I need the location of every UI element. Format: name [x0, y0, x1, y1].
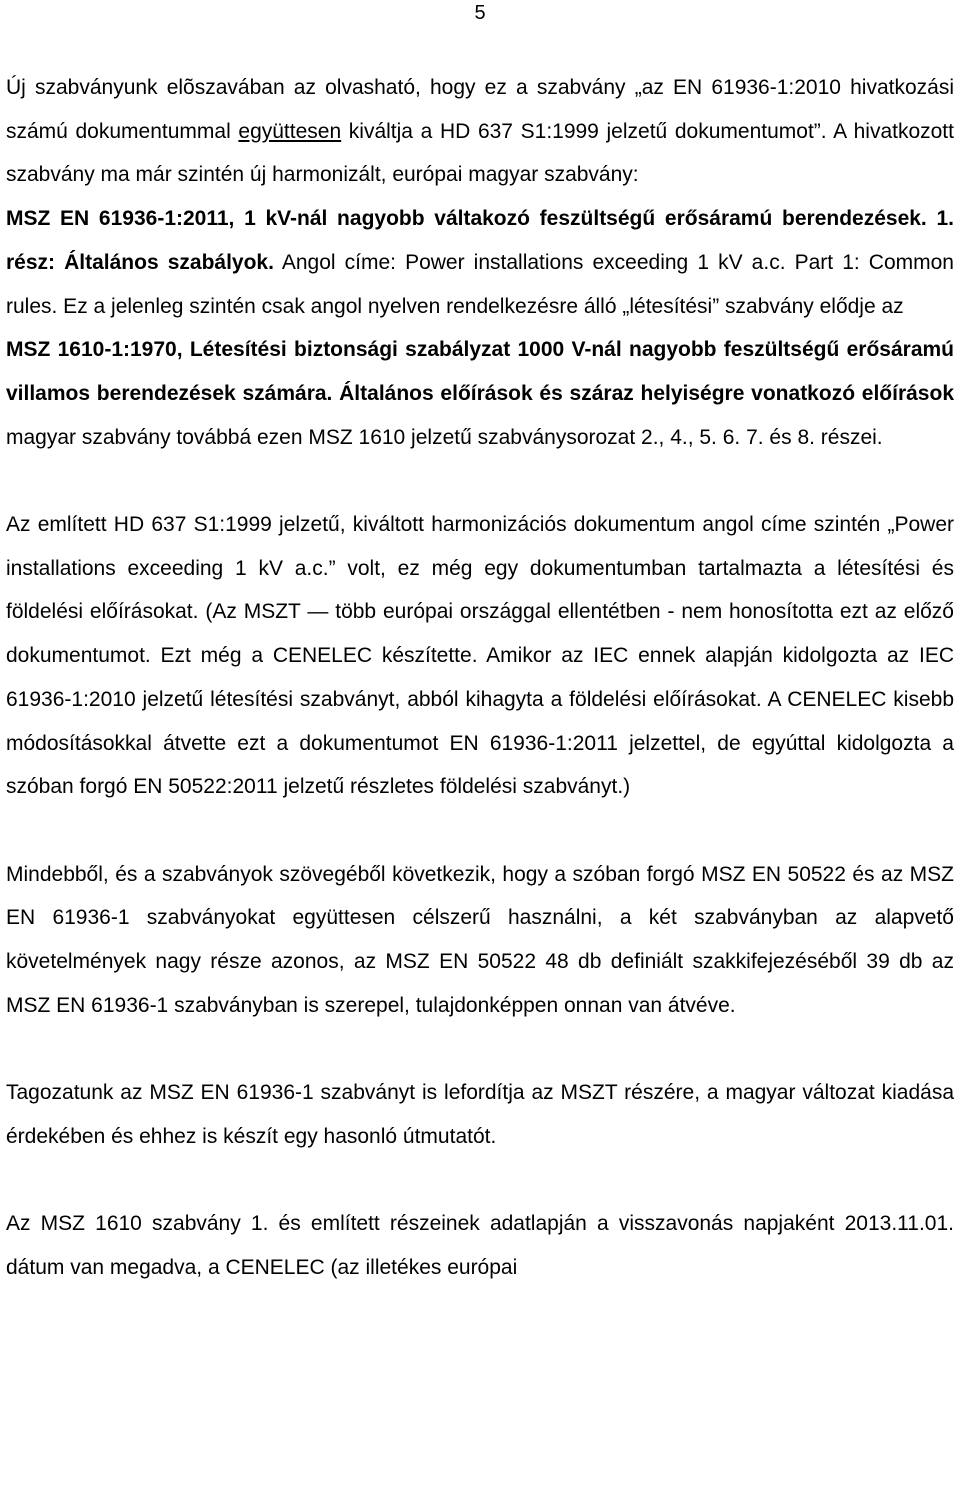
paragraph-conclusion: Mindebből, és a szabványok szövegéből következik, hogy a szóban forgó MSZ EN 50522 és az MSZ EN 61936-1 szabványokat együttesen célszerű használni, a két szabványban az alapvető követelmények nagy része azonos, az MSZ EN 50522 48 db definiált szakkifejezéséből 39 db az MSZ EN 61936-1 szabványban is szerepel, tulajdonképpen onnan van átvéve.: [6, 862, 954, 1017]
series-text: magyar szabvány továbbá ezen MSZ 1610 jelzetű szabványsorozat 2., 4., 5. 6. 7. és 8. részei.: [6, 425, 883, 449]
document-body: [6, 66, 954, 1290]
standard-title-1610: MSZ 1610-1:1970, Létesítési biztonsági szabályzat 1000 V-nál nagyobb feszültségű erősáramú villamos berendezések számára. Általános előírások és száraz helyiségre vonatkozó előírások: [6, 338, 954, 405]
standard-title-61936: MSZ EN 61936-1:2011, 1 kV-nál nagyobb váltakozó feszültségű erősáramú berendezések. 1. rész: Általános szabályok.: [6, 207, 954, 274]
page-number: 5: [474, 2, 486, 24]
paragraph-hd637: Az említett HD 637 S1:1999 jelzetű, kiváltott harmonizációs dokumentum angol címe szintén „Power installations exceeding 1 kV a.c.” volt, ez még egy dokumentumban tartalmazta a létesítési és földelési előírásokat. (Az MSZT — több európai országgal ellentétben - nem honosította ezt az előző dokumentumot. Ezt még a CENELEC készítette. Amikor az IEC ennek alapján kidolgozta az IEC 61936-1:2010 jelzetű létesítési szabványt, abból kihagyta a földelési előírásokat. A CENELEC kisebb módosításokkal átvette ezt a dokumentumot EN 61936-1:2011 jelzettel, de egyúttal kidolgozta a szóban forgó EN 50522:2011 jelzetű részletes földelési szabványt.): [6, 513, 954, 799]
intro-text-continued: kiváltja a HD 637 S1:1999 jelzetű dokumentumot”. A hivatkozott szabvány ma már szintén új harmonizált, európai magyar szabvány:: [6, 119, 954, 187]
underlined-term: együttesen: [238, 119, 342, 143]
english-title-text: Angol címe: Power installations exceeding 1 kV a.c. Part 1: Common rules. Ez a jelenleg szintén csak angol nyelven rendelkezésre álló „létesítési” szabvány elődje az: [6, 250, 954, 318]
paragraph-standard-intro: [6, 66, 954, 459]
intro-text: Új szabványunk elõszavában az olvasható, hogy ez a szabvány „az EN 61936-1:2010 hivatkozási számú dokumentummal: [6, 76, 954, 143]
paragraph-withdrawal: Az MSZ 1610 szabvány 1. és említett részeinek adatlapján a visszavonás napjaként 2013.11.01. dátum van megadva, a CENELEC (az illetékes európai: [6, 1212, 954, 1279]
paragraph-translation: Tagozatunk az MSZ EN 61936-1 szabványt is lefordítja az MSZT részére, a magyar változat kiadása érdekében és ehhez is készít egy hasonló útmutatót.: [6, 1081, 954, 1148]
